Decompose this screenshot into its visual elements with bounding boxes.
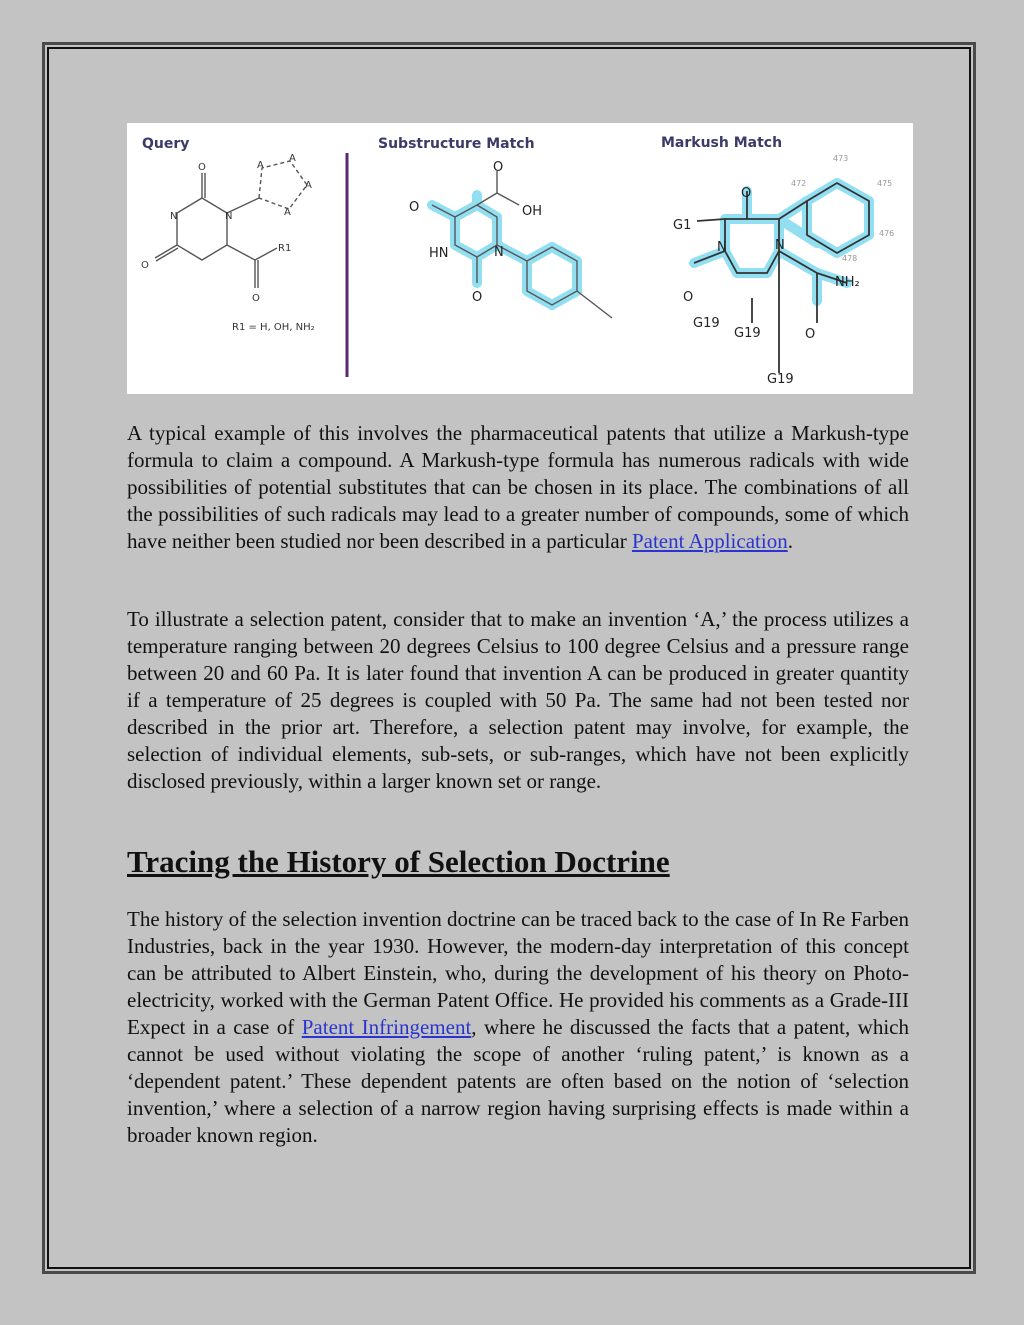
query-atom-a3: A	[305, 180, 312, 191]
paragraph-selection-patent	[127, 606, 909, 795]
markush-number-476: 476	[879, 229, 895, 238]
markush-atom-g1: G1	[673, 218, 692, 233]
panel-title-substructure: Substructure Match	[378, 136, 535, 152]
markush-number-478: 478	[842, 254, 858, 263]
query-atom-r1: R1	[278, 243, 292, 254]
page-inner-border	[47, 47, 971, 1269]
sub-atom-o-left: O	[409, 200, 420, 215]
page-frame	[42, 42, 976, 1274]
query-atom-n-left: N	[170, 211, 178, 222]
markush-atom-g19-c: G19	[767, 372, 794, 387]
paragraph3-text: The history of the selection invention doctrine can be traced back to the case of In Re Farben Industries, back in the year 1930. However, the modern-day interpretation of this concept can be attributed to Albert Einstein, who, during the development of his theory on Photo-electricity, worked with the German Patent Office. He provided his comments as a Grade-III Expect in a case of	[127, 907, 909, 1039]
query-atom-a1: A	[257, 160, 264, 171]
markush-number-475: 475	[877, 179, 893, 188]
patent-infringement-link[interactable]: Patent Infringement	[301, 1015, 472, 1039]
substructure-structure	[409, 160, 612, 318]
markush-figure	[127, 123, 913, 394]
sub-atom-n: N	[494, 245, 504, 260]
markush-atom-g19-a: G19	[693, 316, 720, 331]
patent-application-link[interactable]: Patent Application	[631, 529, 788, 553]
paragraph-history	[127, 906, 909, 1149]
markush-structure	[673, 154, 894, 387]
panel-title-query: Query	[142, 136, 190, 152]
markush-atom-o-left: O	[683, 290, 694, 305]
query-atom-o-bottom: O	[252, 293, 260, 304]
chemical-structures-diagram	[127, 123, 913, 394]
paragraph3-end: , where he discussed the facts that a patent, which cannot be used without violating the scope of another ‘ruling patent,’ is known as a ‘dependent patent.’ These dependent patents are often based on the notion of ‘selection invention,’ where a selection of a narrow region having surprising effects is made within a broader known region.	[127, 1015, 909, 1147]
paragraph1-text: A typical example of this involves the pharmaceutical patents that utilize a Markush-type formula to claim a compound. A Markush-type formula has numerous radicals with wide possibilities of potential substitutes that can be chosen in its place. The combinations of all the possibilities of such radicals may lead to a greater number of compounds, some of which have neither been studied nor been described in a particular	[127, 421, 909, 553]
panel-title-markush: Markush Match	[661, 135, 783, 151]
sub-atom-o-top: O	[493, 160, 504, 175]
markush-atom-o-top: O	[741, 186, 752, 201]
paragraph1-end: .	[787, 529, 793, 553]
markush-atom-nh2: NH₂	[835, 275, 860, 290]
markush-atom-g19-b: G19	[734, 326, 761, 341]
markush-number-472: 472	[791, 179, 807, 188]
paragraph2-text: To illustrate a selection patent, consider that to make an invention ‘A,’ the process utilizes a temperature ranging between 20 degrees Celsius to 100 degree Celsius and a pressure range between 20 and 60 Pa. It is later found that invention A can be produced in greater quantity if a temperature of 25 degrees is coupled with 50 Pa. The same had not been tested nor described in the prior art. Therefore, a selection patent may involve, for example, the selection of individual elements, sub-sets, or sub-ranges, which have not been explicitly disclosed previously, within a larger known set or range.	[127, 607, 909, 793]
query-structure	[141, 153, 315, 333]
markush-atom-n-left: N	[717, 240, 727, 255]
sub-atom-o-bottom: O	[472, 290, 483, 305]
markush-number-473: 473	[833, 154, 849, 163]
sub-atom-hn: HN	[429, 246, 449, 261]
query-atom-o-top: O	[198, 162, 206, 173]
markush-atom-o-bottom: O	[805, 327, 816, 342]
query-atom-a2: A	[289, 153, 296, 164]
query-atom-n-right: N	[225, 211, 233, 222]
query-note: R1 = H, OH, NH₂	[232, 322, 315, 333]
query-atom-o-left: O	[141, 260, 149, 271]
paragraph-markush-example	[127, 420, 909, 555]
markush-atom-n-right: N	[775, 238, 785, 253]
section-heading: Tracing the History of Selection Doctrine	[127, 844, 670, 879]
query-atom-a4: A	[284, 207, 291, 218]
sub-atom-oh: OH	[522, 204, 543, 219]
